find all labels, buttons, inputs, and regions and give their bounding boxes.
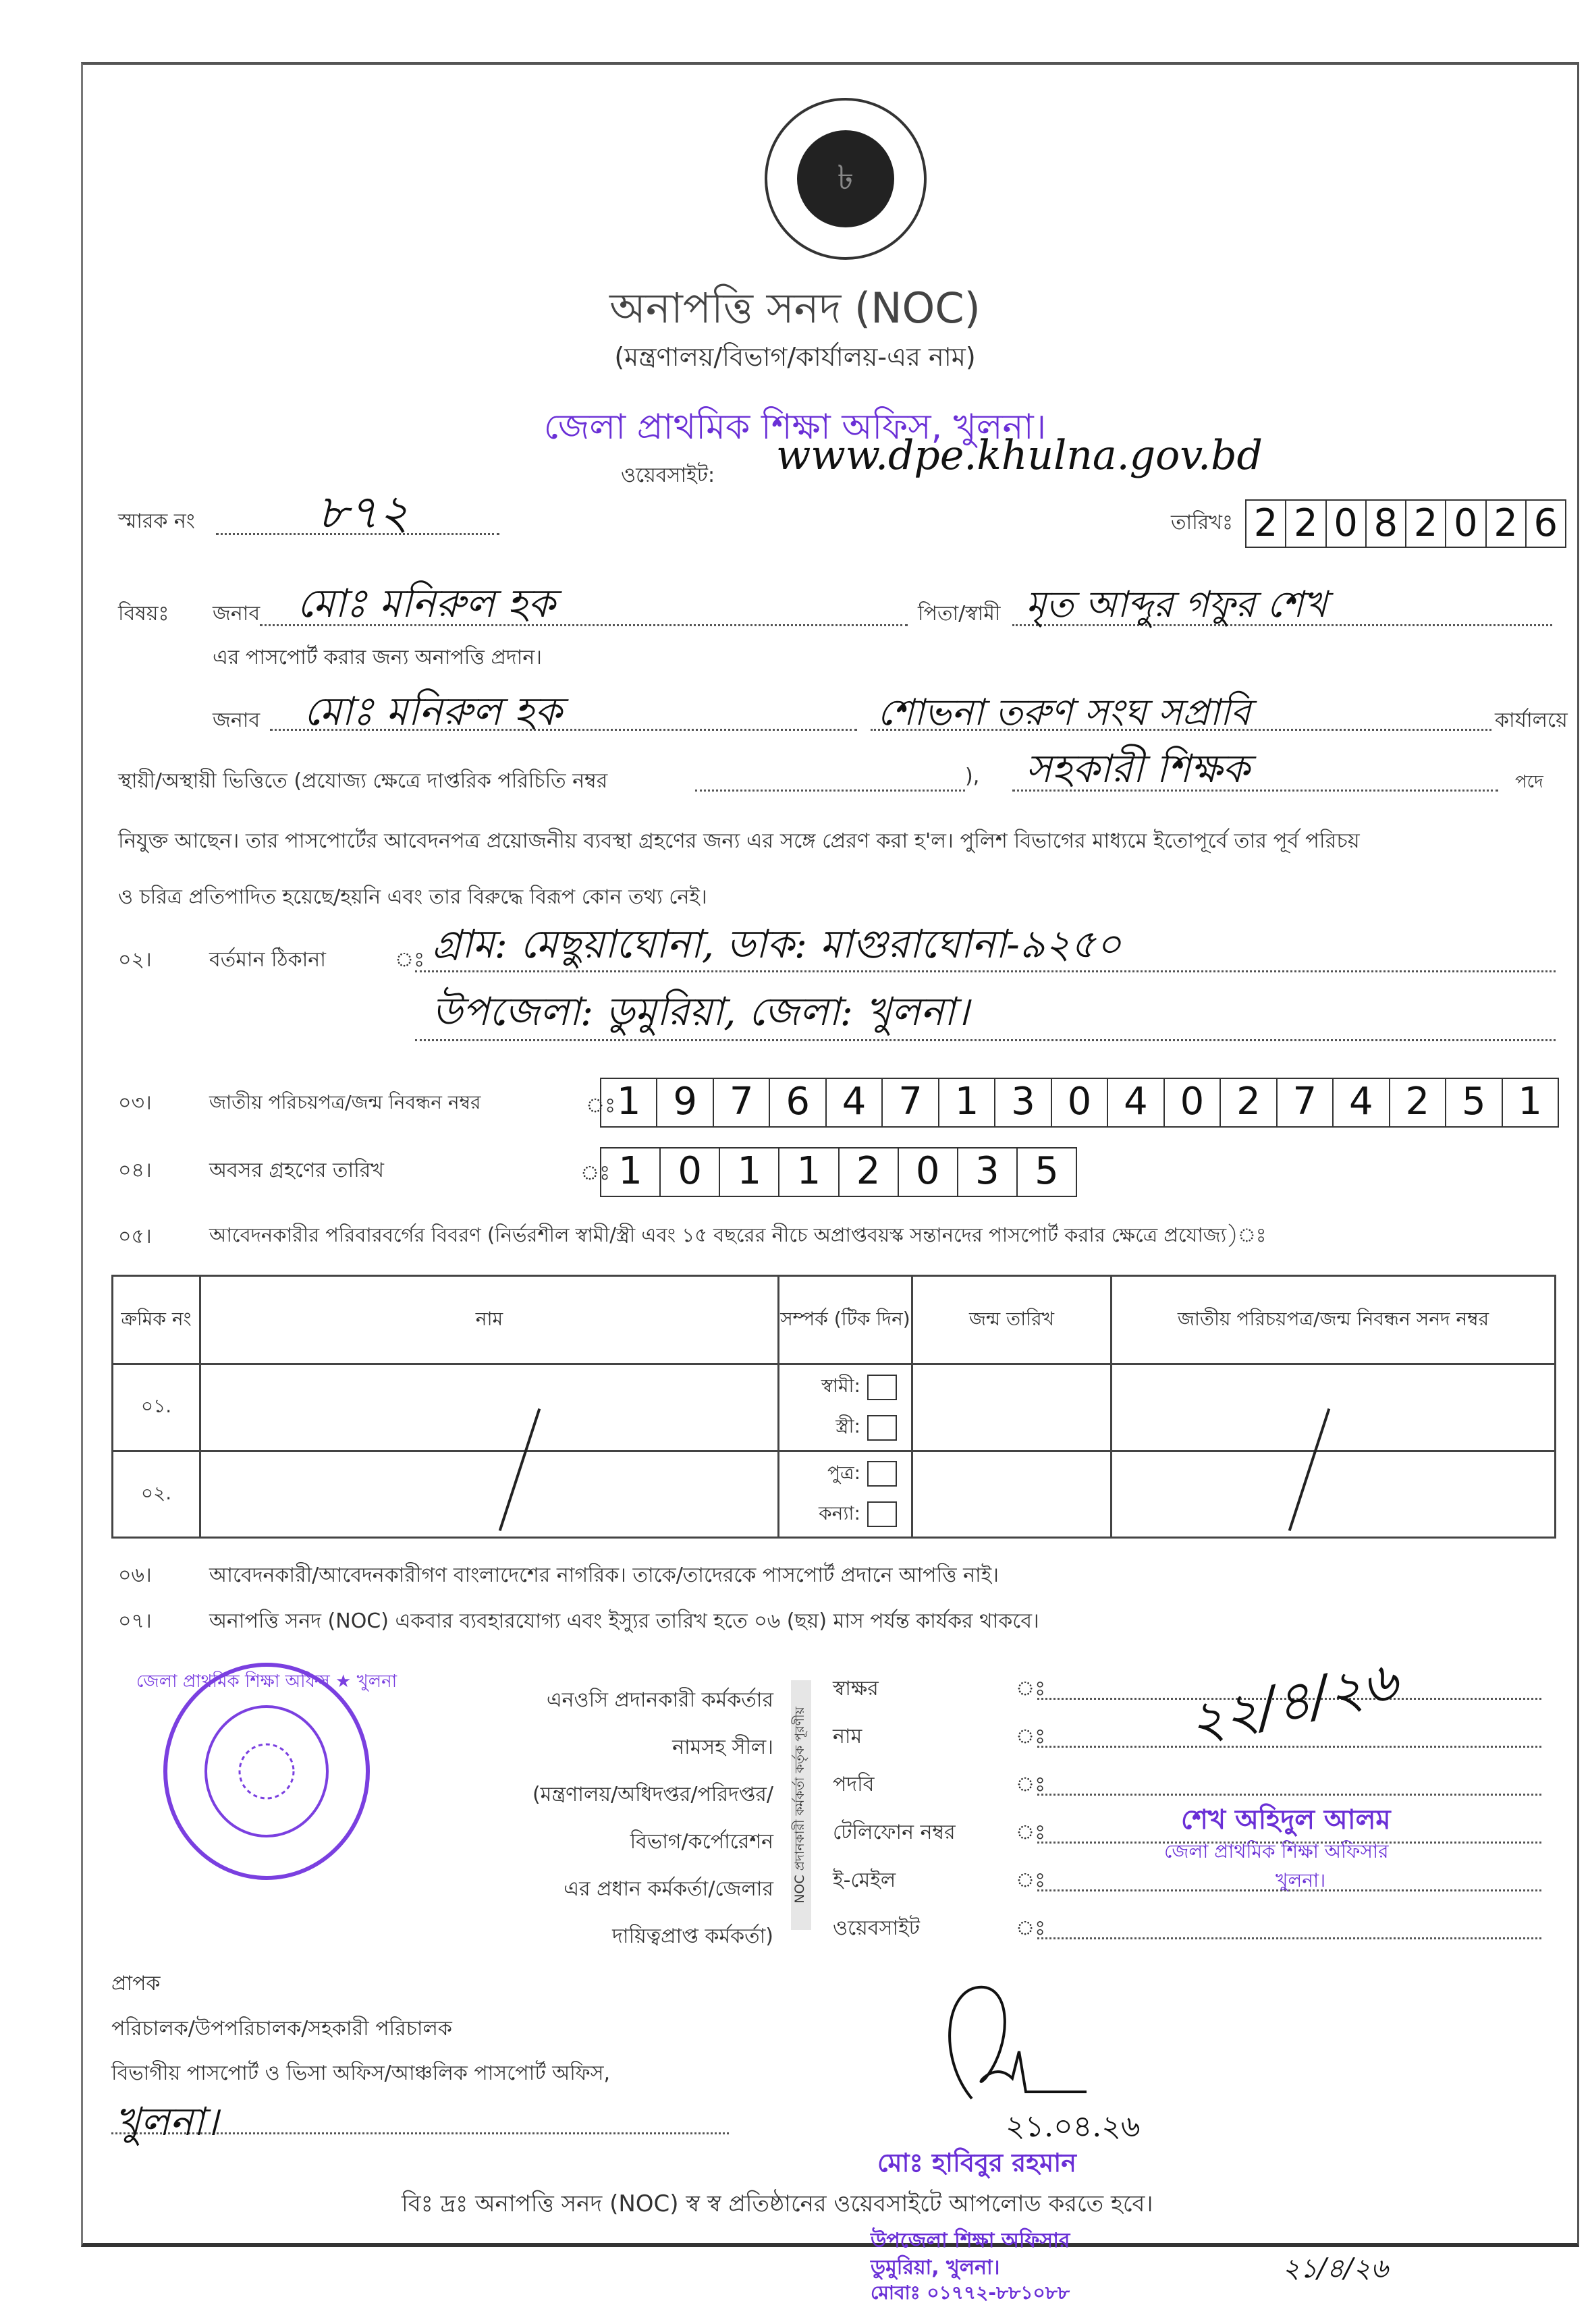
digit-box: 1 — [1518, 1080, 1543, 1124]
office-seal-stamp-icon — [136, 1660, 398, 1883]
countersign-name: মোঃ হাবিবুর রহমান — [877, 2148, 1076, 2178]
digit-box: 2 — [1286, 501, 1326, 547]
officer-block-line: এর প্রধান কর্মকর্তা/জেলার — [564, 1877, 773, 1901]
clause-6: আবেদনকারী/আবেদনকারীগণ বাংলাদেশের নাগরিক। তাকে/তাদেরকে পাসপোর্ট প্রদানে আপত্তি নাই। — [209, 1564, 999, 1587]
item-number: ০৫। — [118, 1225, 152, 1248]
body-para-1: নিযুক্ত আছেন। তার পাসপোর্টের আবেদনপত্র প্রয়োজনীয় ব্যবস্থা গ্রহণের জন্য এর সঙ্গে প্রেরণ করা হ'ল। পুলিশ বিভাগের মাধ্যমে ইতোপূর্বে তার পূর্ব পরিচয় — [118, 829, 1360, 853]
officer-field-label: পদবি — [833, 1773, 875, 1796]
date-boxes — [1245, 499, 1566, 548]
dob-cell — [912, 1364, 1112, 1451]
digit-box: 6 — [1533, 501, 1558, 545]
digit-box: 6 — [770, 1079, 826, 1126]
memo-label: স্মারক নং — [118, 509, 195, 533]
clause-number: ০৬। — [118, 1564, 152, 1587]
checkbox-wife[interactable] — [867, 1415, 897, 1441]
subject-line2: এর পাসপোর্ট করার জন্য অনাপত্তি প্রদান। — [213, 646, 542, 669]
digit-box: 0 — [899, 1149, 958, 1196]
digit-box: 2 — [840, 1149, 899, 1196]
office-handwritten: শোভনা তরুণ সংঘ সপ্রাবি — [877, 691, 1251, 734]
clause-number: ০৭। — [118, 1609, 152, 1633]
digit-box: 2 — [1221, 1079, 1277, 1126]
col-nid: জাতীয় পরিচয়পত্র/জন্ম নিবন্ধন সনদ নম্বর — [1112, 1276, 1556, 1364]
colon: ঃ — [1016, 1725, 1046, 1748]
table-row — [113, 1364, 1556, 1451]
office-suffix: কার্যালয়ে — [1495, 709, 1568, 732]
recipient-label: প্রাপক — [111, 1972, 161, 1995]
name-cell — [200, 1364, 779, 1451]
relation-cell — [779, 1364, 912, 1451]
vertical-noc-label: NOC প্রদানকারী কর্মকর্তা কর্তৃক পূরণীয় — [792, 1707, 807, 1904]
digit-box: 0 — [1446, 501, 1486, 547]
body-para-2: ও চরিত্র প্রতিপাদিত হয়েছে/হয়নি এবং তার বিরুদ্ধে বিরূপ কোন তথ্য নেই। — [118, 885, 707, 909]
father-name: মৃত আব্দুর গফুর শেখ — [1026, 583, 1327, 626]
officer-field-label: নাম — [833, 1725, 862, 1748]
checkbox-husband[interactable] — [867, 1375, 897, 1400]
digit-box: 3 — [958, 1149, 1018, 1196]
item-number: ০৩। — [118, 1091, 152, 1115]
office-name: জেলা প্রাথমিক শিক্ষা অফিস, খুলনা। — [543, 407, 1047, 447]
family-label: আবেদনকারীর পরিবারবর্গের বিবরণ (নির্ভরশীল স্বামী/স্ত্রী এবং ১৫ বছরের নীচে অপ্রাপ্তবয়স্ক সন্তানদের পাসপোর্ট করার ক্ষেত্রে প্রযোজ্য)ঃ — [209, 1223, 1267, 1246]
digit-box: 5 — [1035, 1149, 1059, 1193]
item-number: ০২। — [118, 948, 152, 972]
item-number: ০৪। — [118, 1159, 152, 1182]
col-name: নাম — [200, 1276, 779, 1364]
col-serial: ক্রমিক নং — [113, 1276, 200, 1364]
officer-field-label: টেলিফোন নম্বর — [833, 1821, 956, 1844]
officer-signature: ২২/৪/২৬ — [1182, 1649, 1403, 1754]
address-line-2: উপজেলা: ডুমুরিয়া, জেলা: খুলনা। — [432, 989, 969, 1034]
father-label: পিতা/স্বামী — [918, 602, 1001, 626]
officer-field-label: স্বাক্ষর — [833, 1677, 879, 1700]
countersign-extra-date: ২১/৪/২৬ — [1282, 2253, 1388, 2284]
digit-box: 1 — [720, 1149, 779, 1196]
digit-box: 9 — [657, 1079, 713, 1126]
office-name-caption: (মন্ত্রণালয়/বিভাগ/কার্যালয়-এর নাম) — [614, 342, 976, 372]
digit-box: 2 — [1406, 501, 1446, 547]
nid-boxes — [600, 1078, 1559, 1128]
colon: ঃ — [586, 1094, 616, 1117]
clause-7: অনাপত্তি সনদ (NOC) একবার ব্যবহারযোগ্য এবং ইস্যুর তারিখ হতে ০৬ (ছয়) মাস পর্যন্ত কার্যকর থাকবে। — [209, 1609, 1039, 1633]
colon: ঃ — [1016, 1869, 1046, 1892]
recipient-place: খুলনা। — [115, 2099, 219, 2145]
digit-box: 1 — [601, 1149, 661, 1196]
government-seal-icon — [761, 94, 930, 263]
memo-number: ৮৭২ — [317, 485, 410, 540]
checkbox-son[interactable] — [867, 1461, 897, 1487]
col-relation: সম্পর্ক (টিক দিন) — [779, 1276, 912, 1364]
colon: ঃ — [1016, 1821, 1046, 1844]
janab-label: জনাব — [213, 602, 261, 626]
countersign-signature-icon — [931, 1977, 1107, 2112]
address-label: বর্তমান ঠিকানা — [209, 948, 326, 972]
digit-box: 0 — [1327, 501, 1367, 547]
address-line-1: গ্রাম: মেছুয়াঘোনা, ডাক: মাগুরাঘোনা-৯২৫০ — [432, 921, 1122, 967]
digit-box: 5 — [1446, 1079, 1502, 1126]
officer-stamp-place: খুলনা। — [1276, 1869, 1326, 1891]
office-seal-text: জেলা প্রাথমিক শিক্ষা অফিস ★ খুলনা — [136, 1671, 398, 1692]
digit-box: 4 — [827, 1079, 883, 1126]
colon: ঃ — [1016, 1773, 1046, 1796]
officer-block-line: (মন্ত্রণালয়/অধিদপ্তর/পরিদপ্তর/ — [532, 1783, 773, 1806]
recipient-line-2: বিভাগীয় পাসপোর্ট ও ভিসা অফিস/আঞ্চলিক পাসপোর্ট অফিস, — [111, 2062, 611, 2085]
digit-box: 0 — [1165, 1079, 1221, 1126]
page-title: অনাপত্তি সনদ (NOC) — [609, 283, 981, 333]
svg-text:৳: ৳ — [837, 158, 854, 197]
colon: ঃ — [580, 1161, 611, 1185]
date-label: তারিখঃ — [1171, 511, 1233, 534]
digit-box: 2 — [1487, 501, 1527, 547]
countersign-date: ২১.০৪.২৬ — [1006, 2109, 1141, 2144]
officer-block-line: দায়িত্বপ্রাপ্ত কর্মকর্তা) — [612, 1925, 773, 1948]
website-label: ওয়েবসাইট: — [621, 464, 715, 487]
serial-cell: ০২. — [113, 1451, 200, 1538]
relation-label: কন্যা: — [819, 1501, 860, 1524]
employee-name: মোঃ মনিরুল হক — [304, 688, 562, 734]
digit-box: 3 — [995, 1079, 1051, 1126]
digit-box: 8 — [1367, 501, 1406, 547]
retirement-date-boxes — [600, 1147, 1077, 1197]
officer-stamp-office: জেলা প্রাথমিক শিক্ষা অফিসার — [1164, 1840, 1389, 1862]
officer-block-line: নামসহ সীল। — [672, 1736, 773, 1759]
countersign-place: ডুমুরিয়া, খুলনা। — [871, 2256, 1000, 2279]
digit-box: 2 — [1246, 501, 1286, 547]
countersign-mobile: মোবাঃ ০১৭৭২-৮৮১০৮৮ — [871, 2281, 1070, 2304]
digit-box: 1 — [779, 1149, 839, 1196]
digit-box: 7 — [714, 1079, 770, 1126]
relation-label: স্বামী: — [821, 1375, 860, 1398]
relation-label: পুত্র: — [827, 1461, 860, 1484]
officer-block-line: বিভাগ/কর্পোরেশন — [630, 1830, 773, 1854]
applicant-name: মোঃ মনিরুল হক — [297, 580, 555, 626]
officer-field-input[interactable] — [1037, 1794, 1541, 1796]
relation-label: স্ত্রী: — [835, 1415, 860, 1438]
nid-cell — [1112, 1451, 1556, 1538]
nid-label: জাতীয় পরিচয়পত্র/জন্ম নিবন্ধন নম্বর — [209, 1091, 481, 1113]
designation: সহকারী শিক্ষক — [1026, 746, 1250, 792]
digit-box: 0 — [661, 1149, 720, 1196]
nid-cell — [1112, 1364, 1556, 1451]
digit-box: 1 — [939, 1079, 995, 1126]
digit-box: 4 — [1334, 1079, 1390, 1126]
officer-field-label: ই-মেইল — [833, 1869, 896, 1892]
digit-box: 4 — [1108, 1079, 1164, 1126]
countersign-title: উপজেলা শিক্ষা অফিসার — [871, 2229, 1070, 2252]
designation-suffix: পদে — [1515, 772, 1543, 792]
col-dob: জন্ম তারিখ — [912, 1276, 1112, 1364]
officer-block-line: এনওসি প্রদানকারী কর্মকর্তার — [546, 1688, 773, 1712]
basis-text: স্থায়ী/অস্থায়ী ভিত্তিতে (প্রযোজ্য ক্ষেত্রে দাপ্তরিক পরিচিতি নম্বর — [118, 769, 608, 793]
recipient-line-1: পরিচালক/উপপরিচালক/সহকারী পরিচালক — [111, 2017, 452, 2041]
digit-box: 1 — [601, 1079, 657, 1126]
retirement-label: অবসর গ্রহণের তারিখ — [209, 1159, 384, 1182]
digit-box: 7 — [1278, 1079, 1334, 1126]
officer-field-input[interactable] — [1037, 1937, 1541, 1939]
officer-field-label: ওয়েবসাইট — [833, 1916, 920, 1940]
checkbox-daughter[interactable] — [867, 1501, 897, 1527]
colon: ঃ — [1016, 1677, 1046, 1700]
subject-label: বিষয়ঃ — [118, 602, 169, 626]
relation-cell — [779, 1451, 912, 1538]
digit-box: 0 — [1052, 1079, 1108, 1126]
serial-cell: ০১. — [113, 1364, 200, 1451]
basis-close: ), — [965, 765, 980, 788]
colon: ঃ — [1016, 1916, 1046, 1940]
colon: ঃ — [395, 948, 425, 972]
footer-note: বিঃ দ্রঃ অনাপত্তি সনদ (NOC) স্ব স্ব প্রতিষ্ঠানের ওয়েবসাইটে আপলোড করতে হবে। — [402, 2190, 1153, 2217]
name-cell — [200, 1451, 779, 1538]
table-row — [113, 1451, 1556, 1538]
family-table — [111, 1275, 1556, 1539]
janab-label-2: জনাব — [213, 709, 261, 732]
website-value: www.dpe.khulna.gov.bd — [776, 432, 1263, 479]
dob-cell — [912, 1451, 1112, 1538]
digit-box: 7 — [883, 1079, 939, 1126]
officer-stamp-name: শেখ অহিদুল আলম — [1181, 1804, 1391, 1835]
digit-box: 2 — [1390, 1079, 1446, 1126]
